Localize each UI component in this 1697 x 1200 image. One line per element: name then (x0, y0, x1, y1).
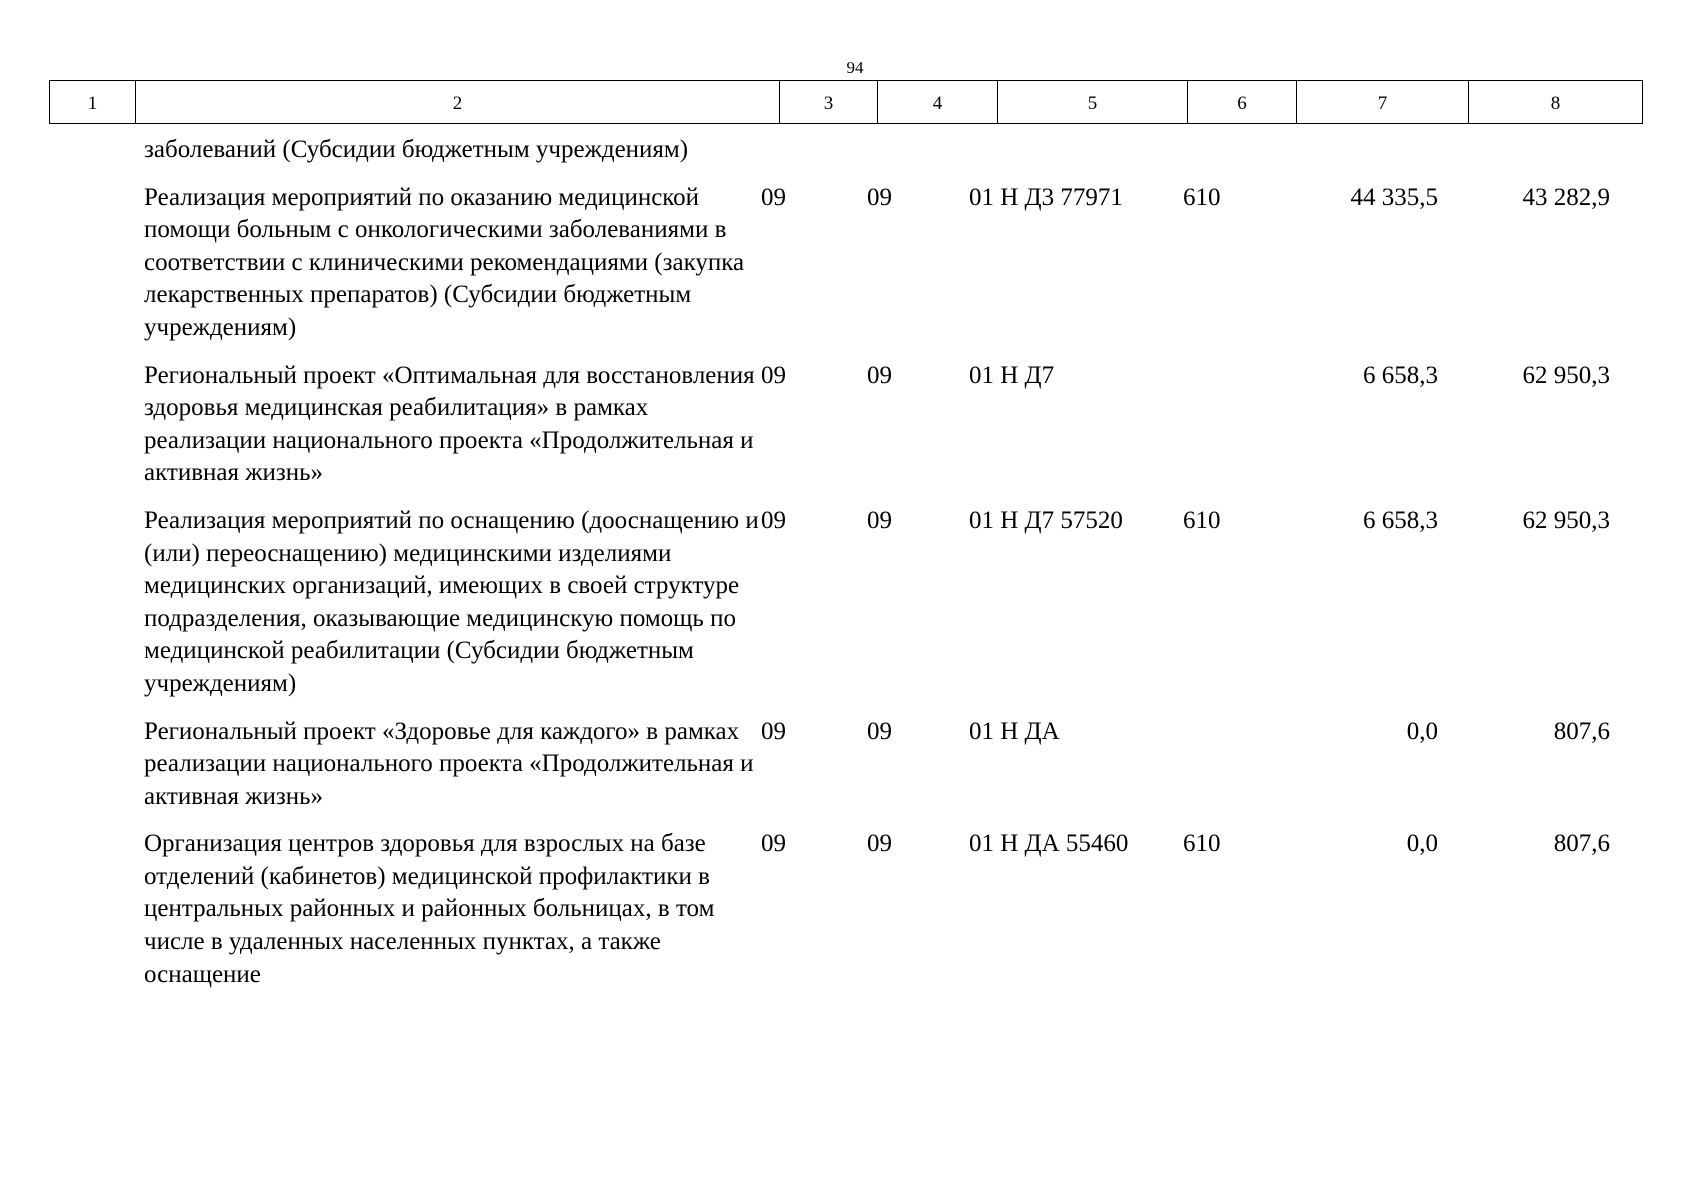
row-expense-type (1183, 716, 1248, 814)
row-expense-type (1183, 134, 1248, 167)
table-row (49, 505, 1642, 701)
column-header-table (49, 80, 1643, 124)
header-col-3: 3 (780, 81, 878, 124)
row-subsection: 09 (867, 830, 892, 858)
row-sum-2: 807,6 (1553, 830, 1610, 858)
row-target-article: 01 Н Д3 77971 (969, 183, 1123, 211)
row-sum-2: 62 950,3 (1522, 506, 1610, 534)
row-sum-2: 43 282,9 (1522, 183, 1610, 211)
row-subsection: 09 (867, 183, 892, 211)
row-name: Региональный проект «Оптимальная для восстановления здоровья медицинская реабилитация» в рамках реализации национального проекта «Продолжительная и активная жизнь» (144, 361, 755, 487)
row-sum-2 (1438, 134, 1610, 167)
row-section: 09 (761, 361, 786, 389)
row-name: Реализация мероприятий по оснащению (дооснащению и (или) переоснащению) медицинскими изделиями медицинских организаций, имеющих в своей структуре подразделения, оказывающие медицинскую помощь по медицинской реабилитации (Субсидии бюджетным учреждениям) (144, 506, 759, 697)
table-row (49, 360, 1642, 490)
table-row (49, 182, 1642, 345)
row-sum-1: 0,0 (1406, 830, 1438, 858)
header-col-8: 8 (1469, 81, 1643, 124)
header-row (50, 81, 1643, 124)
row-name: заболеваний (Субсидии бюджетным учреждениям) (144, 136, 689, 163)
row-name: Организация центров здоровья для взрослых на базе отделений (кабинетов) медицинской профилактики в центральных районных и районных больницах, в том числе в удаленных населенных пунктах, а также оснащение (144, 830, 715, 988)
row-name: Региональный проект «Здоровье для каждого» в рамках реализации национального проекта «Продолжительная и активная жизнь» (144, 717, 754, 810)
row-section: 09 (761, 183, 786, 211)
table-row (49, 134, 1642, 167)
row-expense-type: 610 (1183, 830, 1221, 858)
table-row (49, 716, 1642, 814)
row-sum-1: 0,0 (1406, 717, 1438, 745)
row-sum-2: 807,6 (1553, 717, 1610, 745)
row-sum-1: 6 658,3 (1363, 506, 1438, 534)
row-section: 09 (761, 830, 786, 858)
row-target-article (969, 134, 1183, 167)
header-col-6: 6 (1188, 81, 1297, 124)
row-subsection: 09 (867, 717, 892, 745)
header-col-5: 5 (998, 81, 1188, 124)
row-section: 09 (761, 506, 786, 534)
row-target-article: 01 Н ДА (969, 717, 1060, 745)
row-subsection: 09 (867, 361, 892, 389)
row-sum-1: 6 658,3 (1363, 361, 1438, 389)
table-body (49, 134, 1642, 1006)
row-sum-1: 44 335,5 (1350, 183, 1438, 211)
header-col-4: 4 (878, 81, 998, 124)
row-expense-type: 610 (1183, 506, 1221, 534)
row-target-article: 01 Н ДА 55460 (969, 830, 1129, 858)
row-name: Реализация мероприятий по оказанию медицинской помощи больным с онкологическими заболеваниями в соответствии с клиническими рекомендациями (закупка лекарственных препаратов) (Субсидии бюджетным учреждениям) (144, 183, 745, 341)
header-col-1: 1 (50, 81, 136, 124)
page-number: 94 (846, 58, 864, 77)
row-section: 09 (761, 717, 786, 745)
row-expense-type: 610 (1183, 183, 1221, 211)
row-subsection (867, 134, 969, 167)
row-sum-1 (1248, 134, 1438, 167)
row-target-article: 01 Н Д7 57520 (969, 506, 1123, 534)
header-col-2: 2 (136, 81, 780, 124)
row-section (761, 134, 867, 167)
table-row (49, 828, 1642, 991)
row-sum-2: 62 950,3 (1522, 361, 1610, 389)
header-col-7: 7 (1297, 81, 1469, 124)
row-target-article: 01 Н Д7 (969, 361, 1055, 389)
row-expense-type (1183, 360, 1248, 490)
row-subsection: 09 (867, 506, 892, 534)
